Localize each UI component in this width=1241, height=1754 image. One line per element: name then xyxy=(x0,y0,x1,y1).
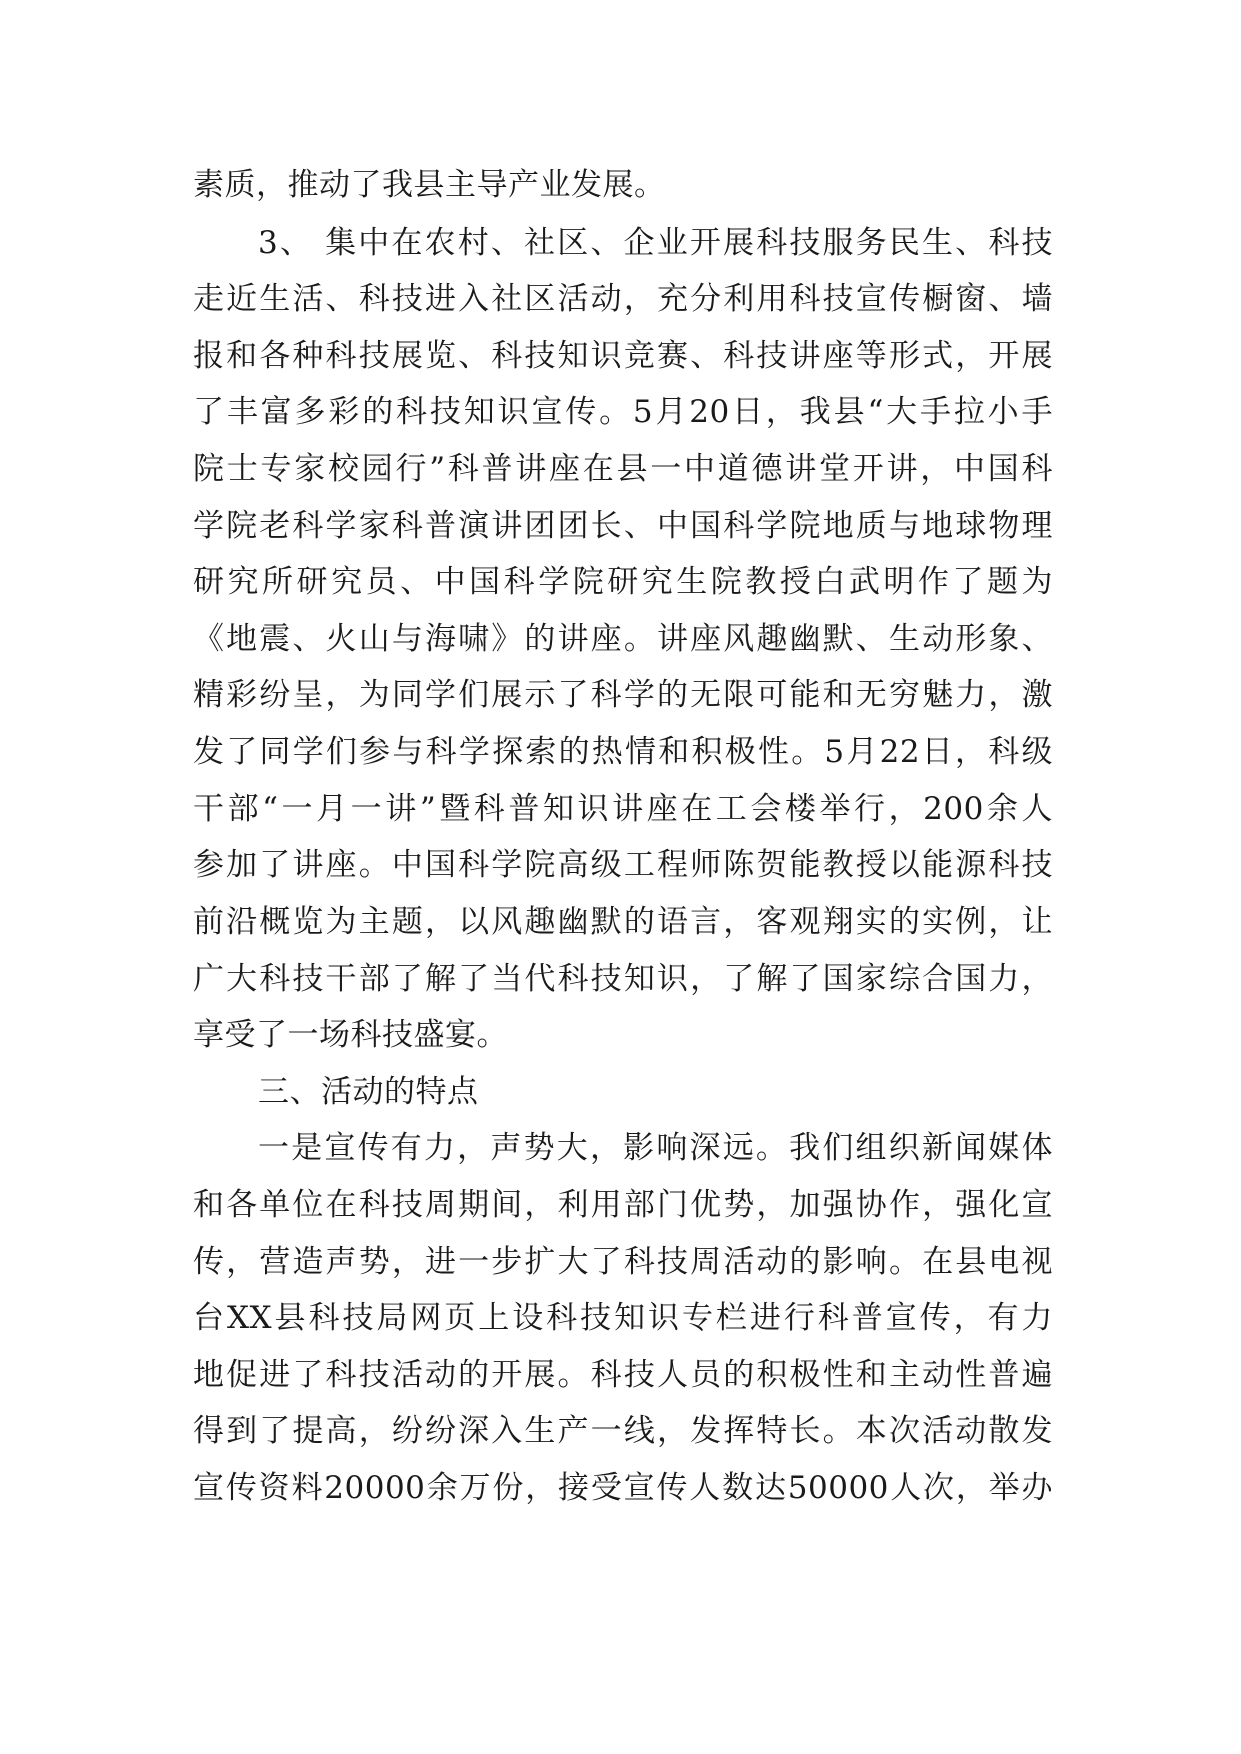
paragraph-line: 报和各种科技展览、科技知识竞赛、科技讲座等形式，开展 xyxy=(193,338,1053,374)
paragraph-line: 广大科技干部了解了当代科技知识，了解了国家综合国力， xyxy=(193,961,1053,997)
paragraph-line: 地促进了科技活动的开展。科技人员的积极性和主动性普遍 xyxy=(193,1357,1053,1393)
paragraph-line: 研究所研究员、中国科学院研究生院教授白武明作了题为 xyxy=(193,564,1053,600)
paragraph-line: 干部“一月一讲”暨科普知识讲座在工会楼举行，200余人 xyxy=(193,791,1053,827)
paragraph-line: 和各单位在科技周期间，利用部门优势，加强协作，强化宣 xyxy=(193,1187,1053,1223)
paragraph-line: 宣传资料20000余万份，接受宣传人数达50000人次，举办 xyxy=(193,1470,1053,1506)
paragraph-line: 享受了一场科技盛宴。 xyxy=(193,1017,508,1053)
paragraph-line: 一是宣传有力，声势大，影响深远。我们组织新闻媒体 xyxy=(258,1130,1053,1166)
paragraph-line: 前沿概览为主题，以风趣幽默的语言，客观翔实的实例，让 xyxy=(193,904,1053,940)
paragraph-line: 院士专家校园行”科普讲座在县一中道德讲堂开讲，中国科 xyxy=(193,451,1053,487)
paragraph-line: 学院老科学家科普演讲团团长、中国科学院地质与地球物理 xyxy=(193,508,1053,544)
paragraph-line: 素质，推动了我县主导产业发展。 xyxy=(193,167,666,203)
paragraph-line: 发了同学们参与科学探索的热情和积极性。5月22日，科级 xyxy=(193,734,1053,770)
paragraph-line: 得到了提高，纷纷深入生产一线，发挥特长。本次活动散发 xyxy=(193,1413,1053,1449)
paragraph-line: 3、 集中在农村、社区、企业开展科技服务民生、科技 xyxy=(258,225,1053,261)
paragraph-line: 参加了讲座。中国科学院高级工程师陈贺能教授以能源科技 xyxy=(193,847,1053,883)
section-heading: 三、活动的特点 xyxy=(258,1074,479,1110)
paragraph-line: 台XX县科技局网页上设科技知识专栏进行科普宣传，有力 xyxy=(193,1300,1053,1336)
paragraph-line: 走近生活、科技进入社区活动，充分利用科技宣传橱窗、墙 xyxy=(193,281,1053,317)
paragraph-line: 《地震、火山与海啸》的讲座。讲座风趣幽默、生动形象、 xyxy=(193,621,1053,657)
paragraph-line: 了丰富多彩的科技知识宣传。5月20日，我县“大手拉小手 xyxy=(193,394,1053,430)
paragraph-line: 传，营造声势，进一步扩大了科技周活动的影响。在县电视 xyxy=(193,1244,1053,1280)
paragraph-line: 精彩纷呈，为同学们展示了科学的无限可能和无穷魅力，激 xyxy=(193,677,1053,713)
